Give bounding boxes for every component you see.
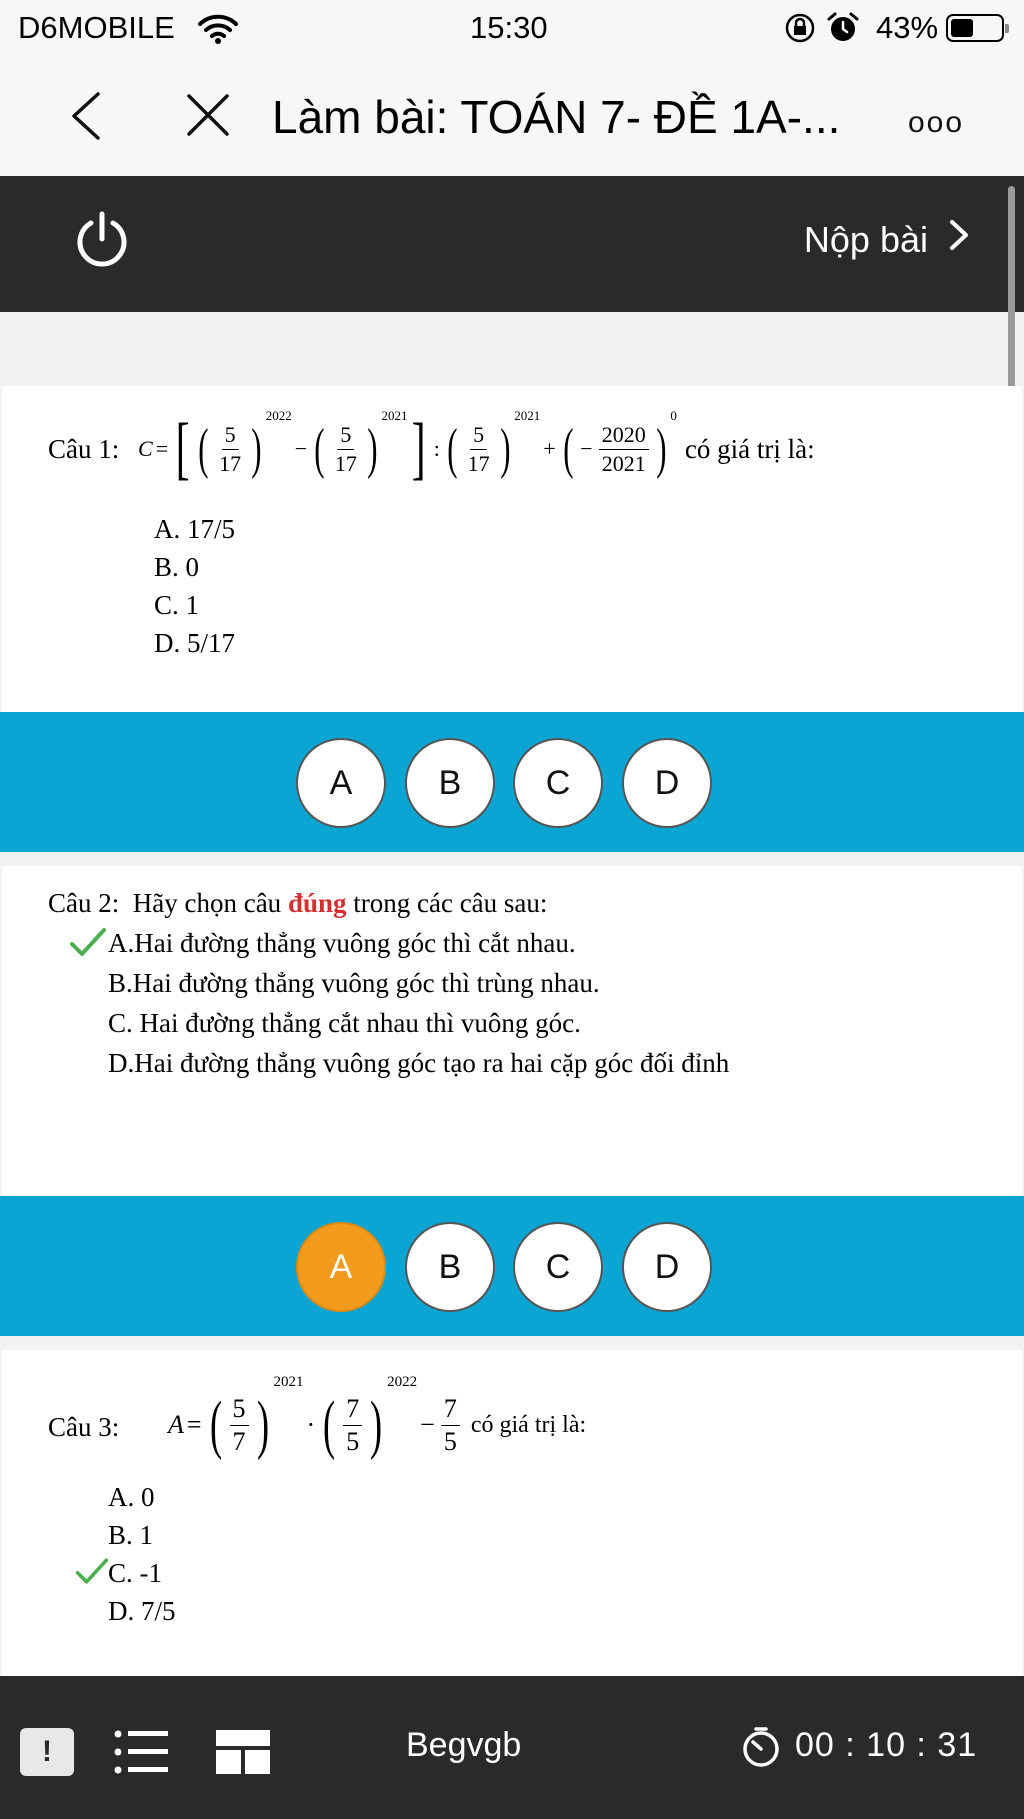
option-b: B. 0 [154,552,200,582]
question-label: Câu 3: [48,1412,120,1442]
wifi-icon [198,12,238,52]
question-label: Câu 1: [48,434,120,464]
question-label: Câu 2: [48,888,120,918]
answer-bar-2 [0,1196,1024,1336]
more-options-icon[interactable]: ooo [908,106,965,139]
bottom-bar [0,1676,1024,1819]
battery-percent: 43% [876,10,939,45]
answer-button-a[interactable]: A [296,738,386,828]
carrier-name: D6MOBILE [18,10,175,45]
question-card-1 [2,386,1022,712]
page-title: Làm bài: TOÁN 7- ĐỀ 1A-... [272,91,841,143]
answer-button-b[interactable]: B [405,738,495,828]
clock-time: 15:30 [470,10,548,45]
emphasis-word: đúng [287,888,347,918]
question-suffix: có giá trị là: [684,433,815,464]
timer-icon [740,1726,782,1773]
option-b: B.Hai đường thẳng vuông góc thì trùng nhau. [108,968,600,998]
answer-button-c[interactable]: C [513,738,603,828]
layout-grid-icon[interactable] [216,1730,270,1779]
check-mark-icon [74,1556,110,1591]
chevron-right-icon [948,218,970,261]
option-d: D.Hai đường thẳng vuông góc tạo ra hai cặp góc đối đỉnh [108,1048,730,1078]
option-d: D. 7/5 [108,1596,176,1626]
option-a: A.Hai đường thẳng vuông góc thì cắt nhau. [108,928,576,958]
question-card-3 [2,1350,1022,1676]
answer-button-c[interactable]: C [513,1222,603,1312]
answer-button-a[interactable]: A [296,1222,386,1312]
nav-bar [0,56,1024,176]
close-icon[interactable] [185,92,231,143]
option-a: A. 17/5 [154,514,235,544]
check-mark-icon [68,926,108,963]
question-formula: A = ( $\frac{5}{7}$ ) 2021 · ( $\frac{7}{5}$ ) 2022 − $\frac{7}{5}$ có giá trị là: [168,1374,587,1461]
rotation-lock-icon [784,12,816,52]
back-chevron-icon[interactable] [68,90,104,147]
option-a: A. 0 [108,1482,155,1512]
submit-button[interactable] [804,218,970,261]
exam-toolbar [0,176,1024,312]
question-formula: C = [ ( $\frac{5}{17}$ ) 2022 − ( $\frac{5}{17}$ ) 2021 ] : ( $\frac{5}{17}$ ) 2021 + ( − $\frac{2020}{2021}$ ) 0 có giá trị là: [138,408,815,487]
option-d: D. 5/17 [154,628,235,658]
countdown-timer: 00 : 10 : 31 [795,1726,978,1764]
answer-bar-1 [0,712,1024,852]
alarm-icon [826,11,860,53]
answer-button-d[interactable]: D [622,1222,712,1312]
answer-button-b[interactable]: B [405,1222,495,1312]
submit-label: Nộp bài [803,218,928,260]
question-card-2 [2,866,1022,1196]
option-c: C. -1 [108,1558,162,1588]
power-icon[interactable] [74,211,130,272]
question-list-icon[interactable] [114,1728,170,1781]
report-icon[interactable]: ! [20,1728,74,1776]
option-c: C. 1 [154,590,200,620]
student-name: Begvgb [406,1726,522,1764]
answer-button-d[interactable]: D [622,738,712,828]
question-prompt: Câu 2: Hãy chọn câu đúng trong các câu sau: [48,888,548,918]
status-bar [0,0,1024,56]
battery-icon [946,14,1004,42]
option-b: B. 1 [108,1520,154,1550]
option-c: C. Hai đường thẳng cắt nhau thì vuông góc. [108,1008,581,1038]
question-suffix: có giá trị là: [470,1411,587,1438]
